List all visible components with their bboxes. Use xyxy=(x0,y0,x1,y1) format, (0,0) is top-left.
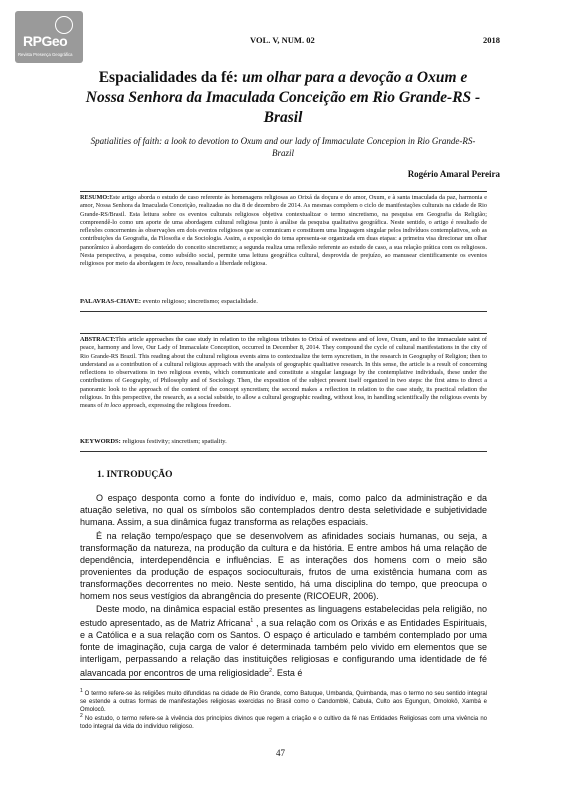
keywords-label: KEYWORDS: xyxy=(80,438,121,445)
abstract-block xyxy=(80,336,487,411)
title-plain: Espacialidades da fé: xyxy=(98,69,239,86)
paragraph-text: , a sua relação com os Orixás e as Entidades Espirituais, e a Católica e a sua relação com os Santos. O espaço é articulado e também contemplado por uma fonte de imaginação, cuja carga de valor é determinada também pelo vivido em elementos que se interligam, perpassando a relação das instituições religiosas e configurando uma identidade de fé alavancada por encontros de uma religiosidade xyxy=(80,618,487,679)
abstract-label: ABSTRACT: xyxy=(80,336,116,343)
divider xyxy=(80,451,487,452)
resumo-italic: in loco xyxy=(165,260,183,268)
divider xyxy=(80,333,487,334)
palavras-chave xyxy=(80,298,258,305)
footnote xyxy=(80,687,487,714)
footnote-text: No estudo, o termo refere-se à vivência dos princípios divinos que regem a criação e o cultivo da fé nas Entidades Religiosas com uma vivência no todo integral da vida do indivíduo religioso. xyxy=(80,716,487,730)
keywords xyxy=(80,438,227,445)
article-subtitle: Spatialities of faith: a look to devotion to Oxum and our lady of Immaculate Concepion in Rio Grande-RS-Brazil xyxy=(90,136,476,158)
globe-icon xyxy=(55,16,73,34)
volume-label: VOL. V, NUM. 02 xyxy=(250,35,315,45)
resumo-label: RESUMO: xyxy=(80,194,110,201)
abstract-text: This article approaches the case study in relation to the religious tributes to Orixá of sweetness and of love, Oxum, and to the immaculate saint of peace, harmony and love, Our Lady of Immaculate Conception, occurred in December 8, 2014. They compound the cycle of cultural manifestations in the city of Rio Grande-RS Brazil. This reading about the cultural religious events aims to contextualize the term syncretism, in the research in Geography of Religion; then to understand as a contribution of a cultural religious approach with the analysis of geographic qualitative research. In this sense, the article is a result of concerning reflections to observations in two religious events, which communicate and constitute a singular language by the contemplative individuals, these under the contributions of Geography, of Philosophy and of Sociology. Then, the exposition of the subject present itself organized in two steps: the first aims to direct a panoramic look to the approach of the content of the concept syncretism; the second makes a reflection in relation to the case study, its practical relation the religious. In this perspective, the research, as a social subside, to allow a cultural geographic reading, without loss, in handling scientifically the religious events by means of xyxy=(80,336,487,410)
paragraph xyxy=(80,603,487,680)
footnote-ref[interactable]: 1 xyxy=(250,618,254,625)
divider xyxy=(80,311,487,312)
paragraph-text: Deste modo, na dinâmica espacial estão presentes as linguagens estabelecidas pela religião, no estudo apresentado, as de Matriz Africana xyxy=(80,604,487,629)
logo-subtitle: Revista Presença Geográfica xyxy=(18,52,73,57)
page-number: 47 xyxy=(276,748,285,758)
author-name: Rogério Amaral Pereira xyxy=(407,169,500,179)
title-italic: um olhar para a devoção a Oxum e Nossa Senhora da Imaculada Conceição em Rio Grande-RS - Brasil xyxy=(85,69,481,126)
article-title xyxy=(80,68,486,128)
resumo-block xyxy=(80,194,487,269)
logo-text: RPGeo xyxy=(23,33,68,49)
keywords-text: religious festivity; sincretism; spatiality. xyxy=(120,438,227,445)
section-heading: 1. INTRODUÇÃO xyxy=(97,470,173,480)
footnote-number: 2 xyxy=(80,713,83,719)
footnote xyxy=(80,712,487,731)
abstract-italic: in loco xyxy=(104,402,122,410)
footnote-text: O termo refere-se às religiões muito difundidas na cidade de Rio Grande, como Batuque, Umbanda, Quimbanda, mas o termo no seu sentido integral se estende a outras formas de manifestações religiosas exercidas no Brasil como o Candomblé, Cabula, Culto aos Egungun, Omolokô, Xambá e Omolocô. xyxy=(80,691,487,713)
palavras-label: PALAVRAS-CHAVE: xyxy=(80,298,142,305)
paragraph: É na relação tempo/espaço que se desenvolvem as afinidades sociais humanas, ou seja, a transformação da natureza, na produção da cultura e da história. E entre ambos há uma relação de dependência, interdependência e influências. E as interações dos homens com o meio são provenientes da produção de espaços socioculturais, frutos de uma existência humana com as transformações decorrentes no meio. Neste sentido, há uma disciplina do tempo, que preocupa o homem nos seus vestígios da abrangência do presente (RICOEUR, 2006). xyxy=(80,531,487,602)
footnote-ref[interactable]: 2 xyxy=(269,668,272,675)
journal-logo xyxy=(15,11,83,63)
footnote-divider xyxy=(80,679,190,680)
resumo-end: , ressaltando a liberdade religiosa. xyxy=(182,260,267,268)
paragraph: O espaço desponta como a fonte do indivíduo e, mais, como palco da administração e da atuação seletiva, no qual os símbolos são contemplados dentro desta seletividade e subjetividade humana. Assim, a sua dinâmica fugaz transforma as relações espaciais. xyxy=(80,493,487,528)
year-label: 2018 xyxy=(483,35,500,45)
palavras-text: evento religioso; sincretismo; espacialidade. xyxy=(141,298,258,305)
footnote-number: 1 xyxy=(80,688,83,694)
abstract-end: approach, expressing the religious freedom. xyxy=(121,402,231,410)
paragraph-text: . Esta é xyxy=(271,668,303,679)
divider xyxy=(80,191,487,192)
resumo-text: Este artigo aborda o estudo de caso referente às homenagens religiosas ao Orixá da doçura e do amor, Oxum, e à santa imaculada da paz, harmonia e amor, Nossa Senhora da Imaculada Conceição, realizadas no dia 8 de dezembro de 2014. As mesmas compõem o ciclo de manifestações culturais na cidade de Rio Grande-RS/Brasil. Esta leitura sobre os eventos culturais religiosos objetiva contextualizar o termo sincretismo, na pesquisa em Geografia da Religião; compreendê-lo como um aporte de uma abordagem cultural religiosa junto à análise da pesquisa qualitativa geográfica. Neste sentido, o artigo é resultado de reflexões concernentes às observações em dois eventos religiosos que se comunicam e constituem uma linguagem singular pelos indivíduos contemplativos, sob as contribuições da Geografia, da Filosofia e da Sociologia. Assim, a exposição do tema apresenta-se organizada em duas etapas: a primeira visa direcionar um olhar panorâmico à abordagem do conteúdo do conceito sincretismo; a segunda realiza uma reflexão referente ao estudo de caso, a sua relação prática com os religiosos. Nesta perspectiva, a pesquisa, como subsídio social, permite uma leitura geográfica cultural, desprovida de prejuízo, ao manusear cientificamente os eventos religiosos por meio da abordagem xyxy=(80,194,487,268)
